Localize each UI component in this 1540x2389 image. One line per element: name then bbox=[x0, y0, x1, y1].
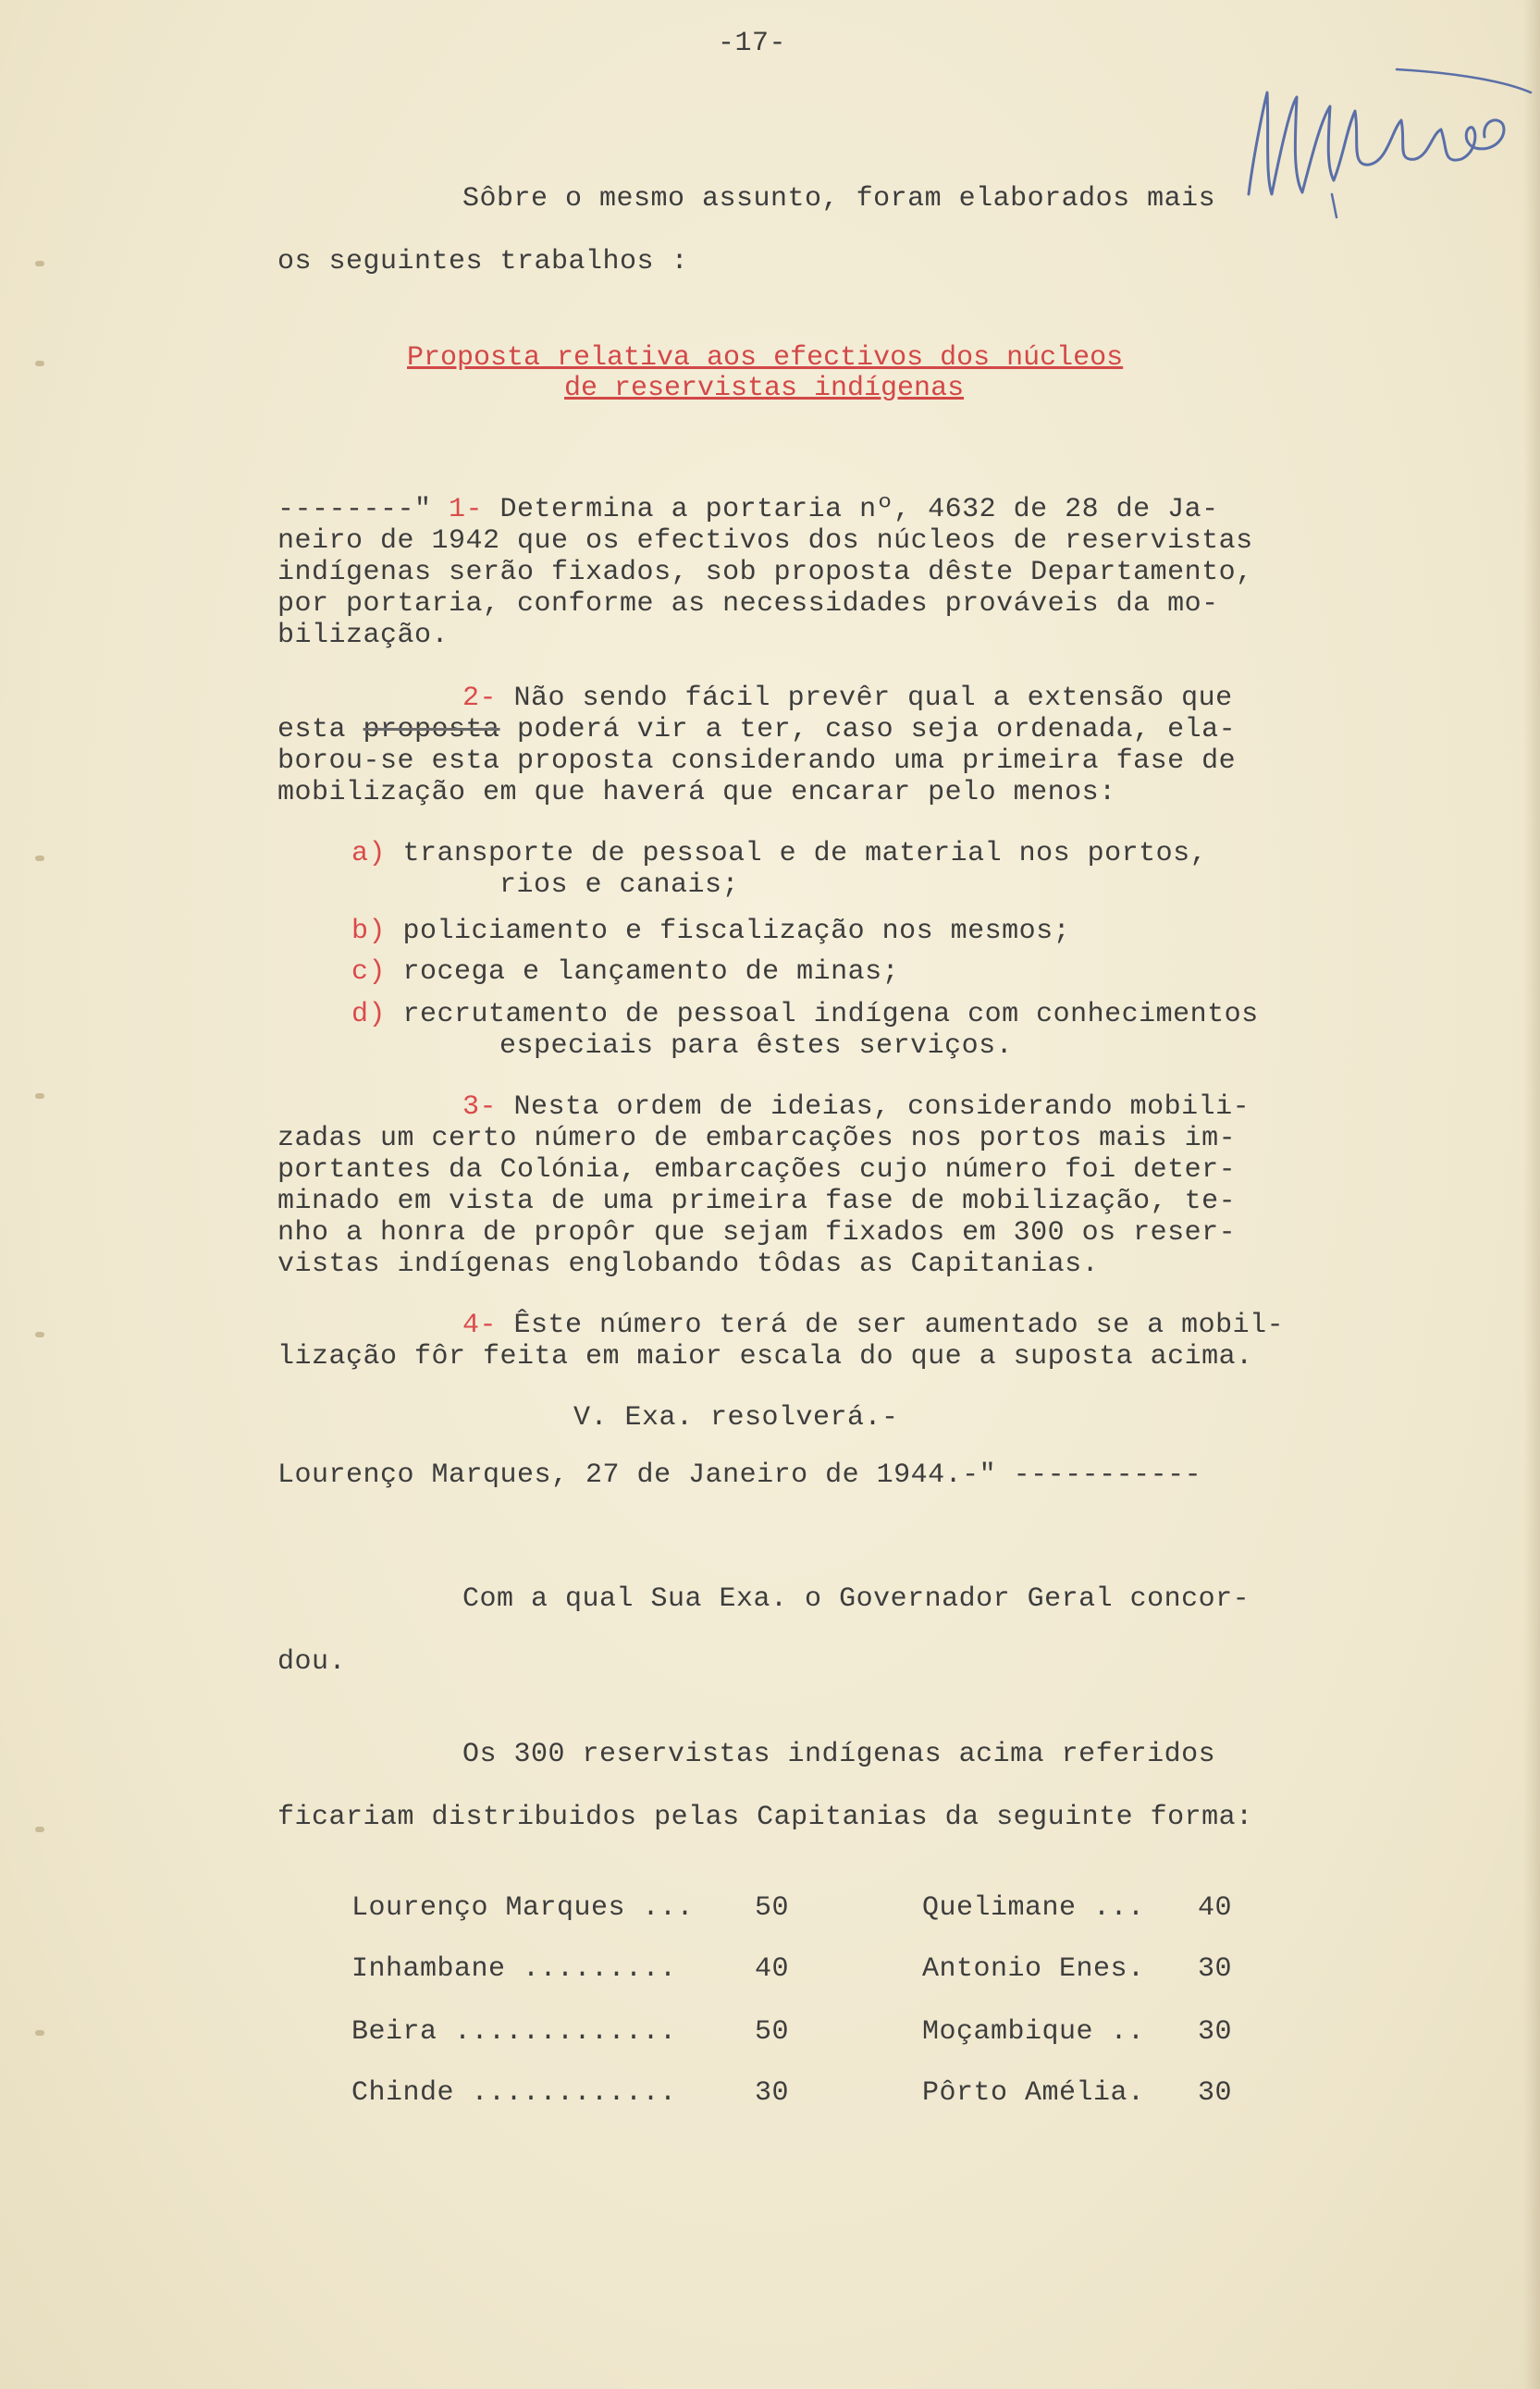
table-row-left-name: Chinde ............ bbox=[351, 2077, 677, 2109]
section-heading-line-1: Proposta relativa aos efectivos dos núcleos bbox=[407, 342, 1124, 374]
list-item-d bbox=[351, 999, 1259, 1030]
section-heading-line-2: de reservistas indígenas bbox=[564, 373, 965, 404]
table-row-left-name: Lourenço Marques ... bbox=[351, 1892, 695, 1924]
para2-line-1 bbox=[462, 683, 1233, 714]
page-number: -17- bbox=[718, 28, 787, 59]
binder-hole bbox=[35, 1093, 44, 1099]
para1-line-2: neiro de 1942 que os efectivos dos núcleos de reservistas bbox=[277, 525, 1253, 557]
table-row-left-name: Beira ............. bbox=[351, 2016, 677, 2048]
para1-line-4: por portaria, conforme as necessidades prováveis da mo- bbox=[277, 588, 1219, 620]
para1-line-3: indígenas serão fixados, sob proposta dêste Departamento, bbox=[277, 557, 1253, 588]
table-row-left-value: 50 bbox=[755, 1892, 790, 1924]
para4-number: 4- bbox=[462, 1310, 498, 1341]
para1-line-5: bilização. bbox=[277, 620, 450, 651]
binder-hole bbox=[35, 361, 44, 366]
para2-number: 2- bbox=[462, 683, 498, 714]
list-item-text: policiamento e fiscalização nos mesmos; bbox=[386, 916, 1071, 947]
table-row-right-name: Quelimane ... bbox=[922, 1892, 1145, 1924]
para2-struck-word: proposta bbox=[363, 714, 500, 745]
closing-date-line: Lourenço Marques, 27 de Janeiro de 1944.-" ----------- bbox=[277, 1459, 1202, 1491]
para1-line-1 bbox=[277, 494, 1219, 525]
list-item-d-line-2: especiais para êstes serviços. bbox=[499, 1030, 1014, 1062]
agreement-line-1: Com a qual Sua Exa. o Governador Geral concor- bbox=[462, 1583, 1250, 1615]
table-row-right-value: 30 bbox=[1198, 1953, 1233, 1985]
para3-line-4: minado em vista de uma primeira fase de mobilização, te- bbox=[277, 1186, 1237, 1217]
list-item-text: recrutamento de pessoal indígena com conhecimentos bbox=[386, 999, 1259, 1030]
para2-line-1-text: Não sendo fácil prevêr qual a extensão que bbox=[497, 683, 1233, 714]
binder-hole bbox=[35, 856, 44, 861]
list-item-a-line-2: rios e canais; bbox=[499, 869, 740, 901]
table-row-right-name: Moçambique .. bbox=[922, 2016, 1145, 2048]
page-edge-shadow bbox=[1523, 0, 1540, 2389]
para2-line-2 bbox=[277, 714, 1236, 745]
list-marker: c) bbox=[351, 956, 387, 988]
para2-line-3: borou-se esta proposta considerando uma primeira fase de bbox=[277, 745, 1237, 777]
para3-line-3: portantes da Colónia, embarcações cujo número foi deter- bbox=[277, 1154, 1237, 1186]
distribution-line-1: Os 300 reservistas indígenas acima referidos bbox=[462, 1739, 1216, 1770]
list-item-text: transporte de pessoal e de material nos portos, bbox=[386, 838, 1208, 869]
table-row-right-value: 30 bbox=[1198, 2077, 1233, 2109]
table-row-left-value: 30 bbox=[755, 2077, 790, 2109]
list-marker: a) bbox=[351, 838, 387, 869]
para2-line-2-a: esta bbox=[277, 714, 363, 745]
closing-resolve: V. Exa. resolverá.- bbox=[573, 1402, 899, 1434]
para4-line-1 bbox=[462, 1310, 1284, 1341]
para4-line-1-text: Êste número terá de ser aumentado se a mobil- bbox=[497, 1310, 1285, 1341]
intro-line-1: Sôbre o mesmo assunto, foram elaborados mais bbox=[462, 183, 1216, 215]
binder-hole bbox=[35, 261, 44, 266]
para1-line-1-text: Determina a portaria nº, 4632 de 28 de Ja- bbox=[483, 494, 1219, 525]
para2-line-2-b: poderá vir a ter, caso seja ordenada, ela- bbox=[499, 714, 1237, 745]
para3-number: 3- bbox=[462, 1091, 498, 1123]
table-row-left-value: 40 bbox=[755, 1953, 790, 1985]
binder-hole bbox=[35, 1332, 44, 1337]
para3-line-6: vistas indígenas englobando tôdas as Capitanias. bbox=[277, 1249, 1100, 1280]
binder-hole bbox=[35, 2030, 44, 2036]
para1-lead: --------" bbox=[277, 494, 450, 525]
table-row-right-value: 30 bbox=[1198, 2016, 1233, 2048]
para2-line-4: mobilização em que haverá que encarar pelo menos: bbox=[277, 777, 1116, 808]
list-item-b bbox=[351, 916, 1070, 947]
para3-line-2: zadas um certo número de embarcações nos portos mais im- bbox=[277, 1123, 1237, 1154]
list-item-a bbox=[351, 838, 1207, 869]
para1-number: 1- bbox=[449, 494, 484, 525]
para4-line-2: lização fôr feita em maior escala do que a suposta acima. bbox=[277, 1341, 1253, 1373]
list-item-text: rocega e lançamento de minas; bbox=[386, 956, 900, 988]
distribution-line-2: ficariam distribuidos pelas Capitanias da seguinte forma: bbox=[277, 1802, 1253, 1833]
list-item-c bbox=[351, 956, 899, 988]
table-row-right-name: Pôrto Amélia. bbox=[922, 2077, 1145, 2109]
table-row-right-value: 40 bbox=[1198, 1892, 1233, 1924]
para3-line-1 bbox=[462, 1091, 1250, 1123]
para3-line-5: nho a honra de propôr que sejam fixados em 300 os reser- bbox=[277, 1217, 1237, 1249]
list-marker: d) bbox=[351, 999, 387, 1030]
handwritten-signature bbox=[1230, 55, 1535, 222]
table-row-right-name: Antonio Enes. bbox=[922, 1953, 1145, 1985]
table-row-left-name: Inhambane ......... bbox=[351, 1953, 677, 1985]
table-row-left-value: 50 bbox=[755, 2016, 790, 2048]
list-marker: b) bbox=[351, 916, 387, 947]
binder-hole bbox=[35, 1827, 44, 1832]
agreement-line-2: dou. bbox=[277, 1646, 347, 1678]
para3-line-1-text: Nesta ordem de ideias, considerando mobili- bbox=[497, 1091, 1250, 1123]
intro-line-2: os seguintes trabalhos : bbox=[277, 246, 689, 277]
